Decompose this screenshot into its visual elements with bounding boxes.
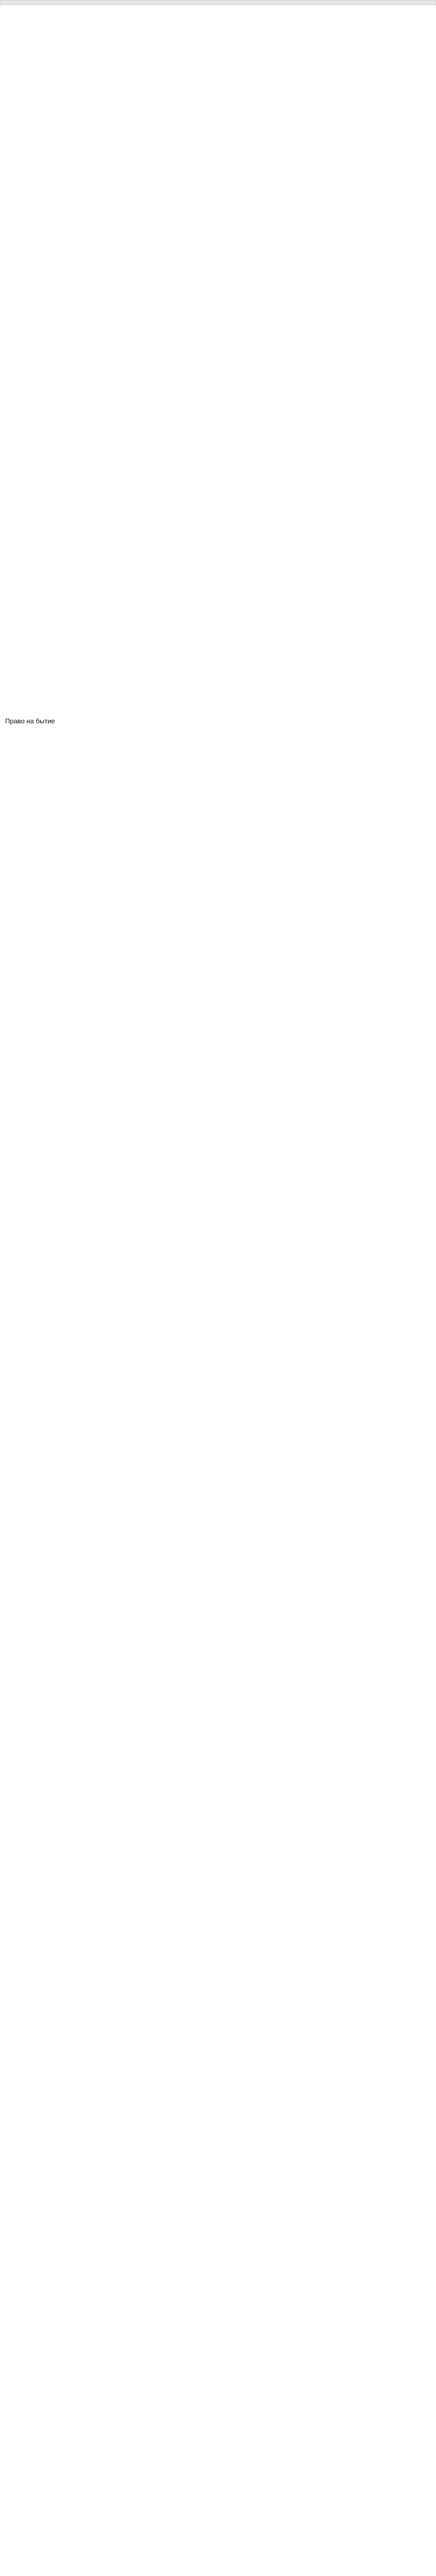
paragraph	[5, 1002, 431, 1032]
paragraph	[5, 903, 431, 959]
paragraph	[5, 1998, 431, 2060]
paragraph	[5, 1215, 431, 1292]
paragraph	[5, 1155, 431, 1212]
paragraph	[5, 1685, 431, 1819]
paragraph	[5, 1570, 431, 1622]
paragraph	[5, 261, 431, 343]
paragraph	[5, 1295, 431, 1342]
paragraph	[5, 1625, 431, 1682]
paragraph	[5, 962, 431, 998]
paragraph	[5, 346, 431, 398]
paragraph	[5, 2063, 431, 2150]
paragraph	[5, 1822, 431, 1899]
paragraph	[5, 1345, 431, 1412]
paragraph	[5, 1036, 431, 1092]
paragraph	[5, 141, 431, 172]
paragraph	[5, 590, 431, 637]
paragraph	[5, 853, 431, 900]
article-body	[5, 8, 431, 2249]
paragraph	[5, 1095, 431, 1152]
paragraph	[5, 728, 431, 801]
paragraph	[5, 2154, 431, 2215]
paragraph	[5, 531, 431, 587]
paragraph	[5, 175, 431, 258]
page-title	[0, 0, 436, 5]
paragraph	[5, 1902, 431, 1995]
paragraph	[5, 640, 431, 712]
paragraph	[5, 401, 431, 447]
section-heading: Право на бытие	[5, 717, 55, 725]
paragraph	[5, 73, 431, 104]
paragraph	[5, 2218, 431, 2249]
paragraph	[5, 1495, 431, 1567]
paragraph	[5, 450, 431, 528]
paragraph	[5, 1415, 431, 1492]
paragraph	[5, 8, 431, 70]
paragraph	[5, 804, 431, 850]
paragraph	[5, 107, 431, 138]
